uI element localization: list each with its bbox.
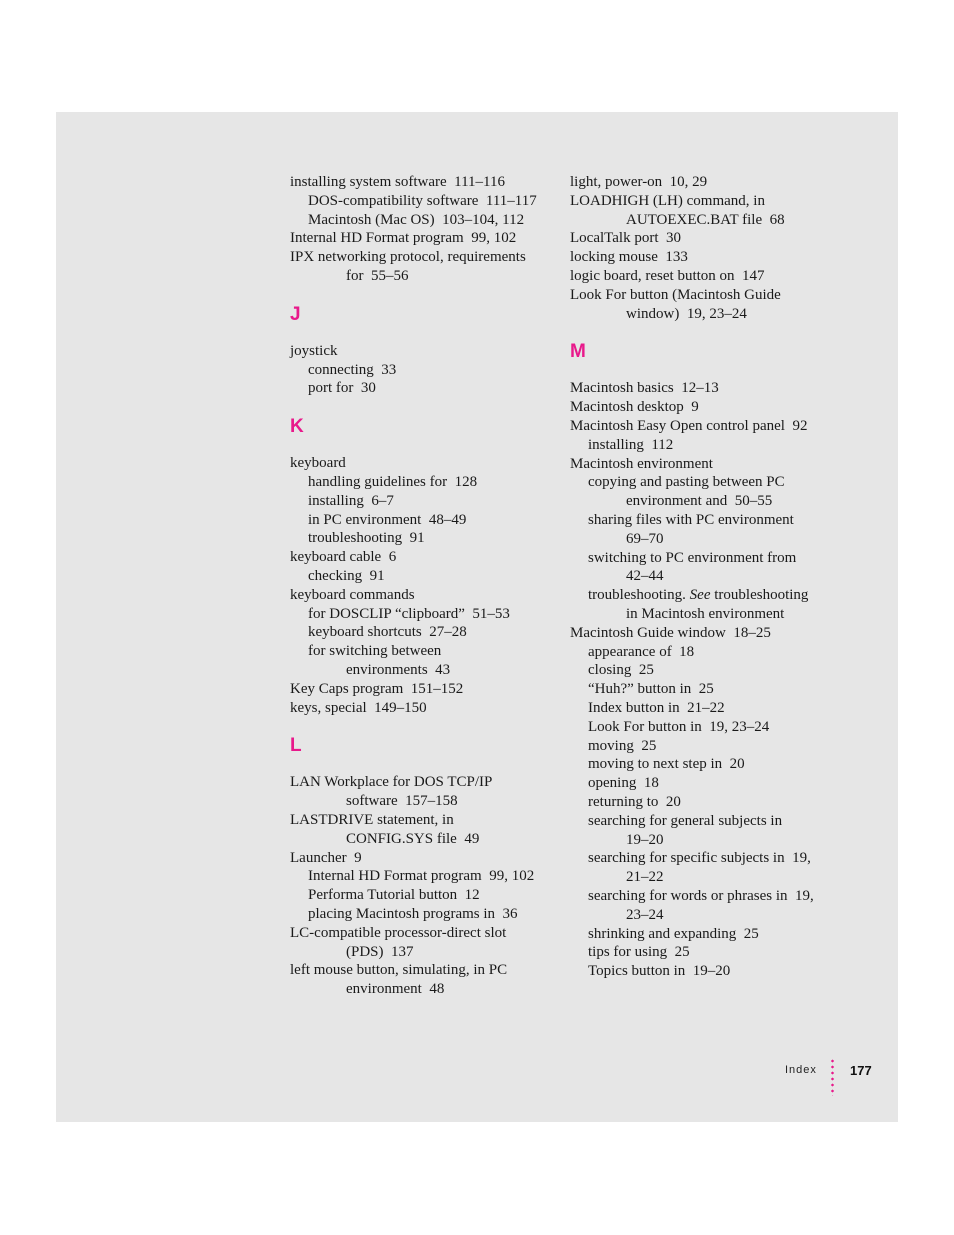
index-entry: locking mouse 133 — [570, 249, 688, 266]
index-entry: Look For button in 19, 23–24 — [588, 718, 770, 735]
index-entry: handling guidelines for 128 — [308, 474, 478, 490]
index-entry: connecting 33 — [308, 361, 397, 378]
index-entry: light, power-on 10, 29 — [570, 174, 708, 190]
index-entry: 19–20 — [626, 831, 664, 848]
index-entry: installing 6–7 — [308, 492, 394, 509]
index-entry: moving to next step in 20 — [588, 756, 745, 773]
index-entry: joystick — [290, 342, 338, 359]
index-entry: software 157–158 — [346, 793, 458, 810]
index-entry: Launcher 9 — [290, 849, 362, 866]
index-entry — [570, 586, 808, 605]
index-letter-heading: J — [290, 303, 301, 325]
index-entry: 23–24 — [626, 906, 664, 923]
index-entry: Topics button in 19–20 — [588, 963, 731, 980]
index-entry: searching for words or phrases in 19, — [588, 888, 814, 904]
index-entry: left mouse button, simulating, in PC — [290, 962, 508, 979]
index-entry: searching for specific subjects in 19, — [588, 850, 811, 867]
index-entry: 69–70 — [626, 530, 664, 547]
index-entry: placing Macintosh programs in 36 — [308, 906, 518, 922]
index-entry: IPX networking protocol, requirements — [290, 249, 526, 266]
index-entry: environment and 50–55 — [626, 493, 773, 510]
index-entry: keyboard commands — [290, 586, 415, 603]
index-entry: Look For button (Macintosh Guide — [570, 286, 781, 303]
index-entry: tips for using 25 — [588, 944, 690, 961]
index-entry: AUTOEXEC.BAT file 68 — [626, 211, 785, 228]
index-entry: shrinking and expanding 25 — [588, 925, 759, 942]
index-entry: installing system software 111–116 — [290, 174, 505, 190]
index-entry: LASTDRIVE statement, in — [290, 812, 454, 828]
index-entry: returning to 20 — [588, 794, 681, 810]
footer-section-label: Index — [785, 1064, 817, 1076]
index-entry: Macintosh Easy Open control panel 92 — [570, 418, 808, 434]
index-entry: in PC environment 48–49 — [308, 511, 467, 528]
index-entry: appearance of 18 — [588, 643, 695, 660]
index-entry: (PDS) 137 — [346, 943, 414, 960]
index-entry: for 55–56 — [346, 268, 409, 284]
index-entry: logic board, reset button on 147 — [570, 268, 765, 284]
index-entry: LOADHIGH (LH) command, in — [570, 192, 765, 209]
index-entry: environments 43 — [346, 662, 451, 678]
index-entry: closing 25 — [588, 662, 654, 679]
index-entry: DOS-compatibility software 111–117 — [308, 192, 537, 209]
index-entry: 42–44 — [626, 568, 664, 585]
index-entry: in Macintosh environment — [626, 606, 785, 622]
index-entry: Key Caps program 151–152 — [290, 680, 464, 697]
index-entry: switching to PC environment from — [588, 549, 797, 566]
index-entry: CONFIG.SYS file 49 — [346, 830, 480, 847]
index-entry: for switching between — [308, 643, 442, 660]
index-entry: Macintosh basics 12–13 — [570, 380, 719, 397]
index-entry: port for 30 — [308, 380, 376, 397]
index-entry: “Huh?” button in 25 — [588, 681, 714, 698]
see-reference: See — [689, 587, 711, 604]
index-entry: Macintosh desktop 9 — [570, 399, 699, 416]
index-entry: Index button in 21–22 — [588, 700, 725, 716]
index-entry: 21–22 — [626, 869, 664, 886]
index-entry: keyboard — [290, 455, 346, 472]
index-entry: for DOSCLIP “clipboard” 51–53 — [308, 605, 510, 622]
index-entry: moving 25 — [588, 737, 657, 754]
page-number: 177 — [850, 1063, 872, 1078]
index-entry: Internal HD Format program 99, 102 — [290, 230, 517, 247]
index-entry: Macintosh Guide window 18–25 — [570, 624, 771, 641]
index-entry-text: troubleshooting. — [588, 587, 686, 604]
index-entry: copying and pasting between PC — [588, 474, 785, 491]
index-entry: checking 91 — [308, 568, 385, 584]
index-entry: troubleshooting 91 — [308, 530, 425, 547]
index-entry: window) 19, 23–24 — [626, 305, 747, 322]
index-entry: Macintosh environment — [570, 455, 713, 472]
index-entry: keyboard shortcuts 27–28 — [308, 624, 467, 641]
index-entry: installing 112 — [588, 436, 674, 453]
see-target: troubleshooting — [710, 587, 809, 604]
index-entry: Performa Tutorial button 12 — [308, 887, 480, 904]
index-letter-heading: L — [290, 735, 302, 757]
index-entry: LocalTalk port 30 — [570, 230, 681, 247]
index-entry: keys, special 149–150 — [290, 699, 427, 716]
index-letter-heading: M — [570, 341, 586, 363]
footer-dotted-rule — [831, 1058, 834, 1096]
index-entry: Macintosh (Mac OS) 103–104, 112 — [308, 211, 525, 228]
index-entry: opening 18 — [588, 775, 659, 792]
index-entry: searching for general subjects in — [588, 812, 783, 829]
index-letter-heading: K — [290, 416, 304, 438]
index-entry: environment 48 — [346, 981, 445, 998]
index-entry: LAN Workplace for DOS TCP/IP — [290, 774, 493, 791]
index-entry: sharing files with PC environment — [588, 512, 794, 528]
index-entry: Internal HD Format program 99, 102 — [308, 868, 535, 885]
index-entry: keyboard cable 6 — [290, 549, 397, 566]
index-entry: LC-compatible processor-direct slot — [290, 924, 507, 941]
